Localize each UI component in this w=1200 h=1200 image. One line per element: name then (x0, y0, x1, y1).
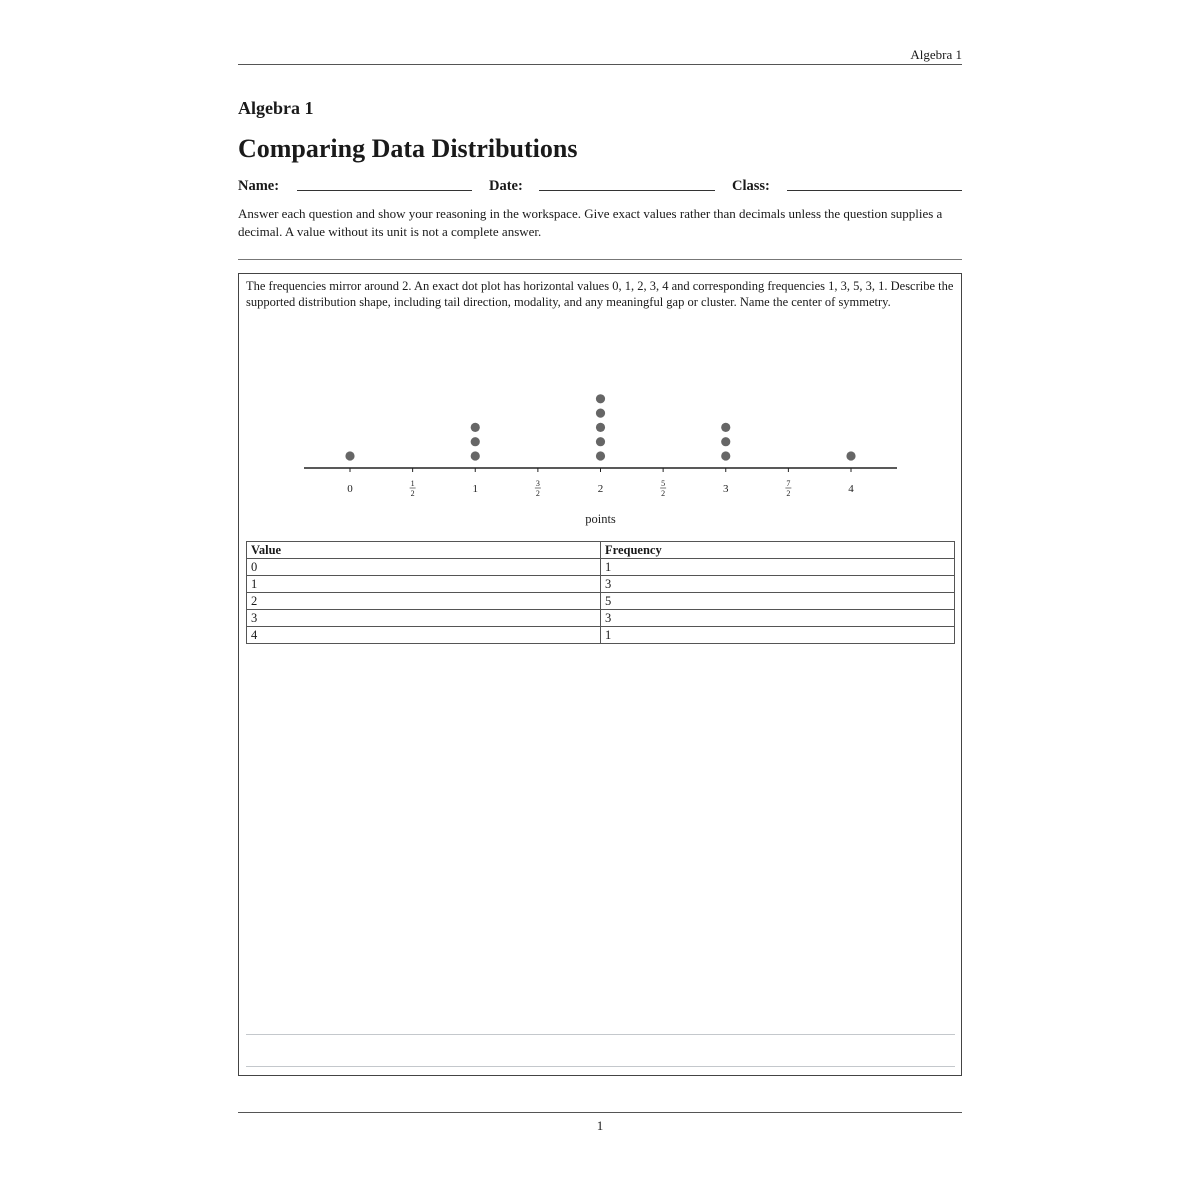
x-tick-label-numerator: 5 (661, 479, 666, 488)
workspace-line[interactable] (246, 1066, 955, 1067)
table-row (247, 559, 955, 576)
instructions: Answer each question and show your reasoning in the workspace. Give exact values rather than decimals unless the question supplies a decimal. A value without its unit is not a complete answer. (238, 206, 943, 239)
data-point (471, 423, 480, 432)
x-tick-label: 2 (597, 483, 604, 495)
table-cell: 1 (601, 559, 955, 576)
class-label: Class: (732, 178, 770, 194)
data-point (596, 423, 605, 432)
workspace-line[interactable] (246, 1034, 955, 1035)
x-tick-label-denominator: 2 (786, 489, 791, 498)
column-header: Frequency (601, 542, 955, 559)
data-point (721, 423, 730, 432)
table-cell: 0 (247, 559, 601, 576)
table-row (247, 593, 955, 610)
x-tick-label: 4 (848, 483, 854, 495)
x-tick-label: 3 (723, 483, 729, 495)
data-point (596, 394, 605, 403)
x-tick-label-denominator: 2 (535, 489, 540, 498)
data-point (596, 409, 605, 418)
table-cell: 3 (601, 610, 955, 627)
date-label: Date: (489, 178, 523, 194)
table-cell: 2 (247, 593, 601, 610)
x-tick-label-denominator: 2 (410, 489, 415, 498)
name-label: Name: (238, 178, 280, 194)
course-name: Algebra 1 (238, 98, 314, 118)
class-field[interactable] (787, 190, 962, 191)
table-cell: 4 (247, 627, 601, 644)
data-point (471, 451, 480, 460)
table-row (247, 610, 955, 627)
page-number: 1 (596, 1118, 604, 1133)
data-point (721, 437, 730, 446)
x-tick-label-denominator: 2 (661, 489, 666, 498)
data-point (471, 437, 480, 446)
running-head: Algebra 1 (910, 47, 962, 62)
frequency-table (246, 541, 955, 644)
data-point (345, 451, 354, 460)
data-point (721, 451, 730, 460)
table-cell: 1 (601, 627, 955, 644)
table-row (247, 576, 955, 593)
date-field[interactable] (539, 190, 715, 191)
x-tick-label: 0 (347, 483, 353, 495)
section-divider (238, 259, 962, 260)
x-tick-label-numerator: 1 (410, 479, 415, 488)
x-axis-label: points (585, 512, 616, 526)
x-tick-label: 1 (472, 483, 478, 495)
question-prompt: The frequencies mirror around 2. An exact dot plot has horizontal values 0, 1, 2, 3, 4 and corresponding frequencies 1, 3, 5, 3, 1. Describe the supported distribution shape, including tail direction, modality, and any meaningful gap or cluster. Name the center of symmetry. (246, 279, 954, 309)
table-header-row (247, 542, 955, 559)
name-field[interactable] (297, 190, 472, 191)
table-cell: 3 (247, 610, 601, 627)
footer-rule (238, 1112, 962, 1113)
question-box (238, 273, 962, 1076)
column-header: Value (247, 542, 601, 559)
data-point (846, 451, 855, 460)
header-rule (238, 64, 962, 65)
x-tick-label-numerator: 3 (535, 479, 540, 488)
table-cell: 5 (601, 593, 955, 610)
dot-plot (239, 274, 961, 534)
table-cell: 3 (601, 576, 955, 593)
data-point (596, 437, 605, 446)
x-tick-label-numerator: 7 (786, 479, 791, 488)
table-cell: 1 (247, 576, 601, 593)
data-point (596, 451, 605, 460)
table-row (247, 627, 955, 644)
page-title: Comparing Data Distributions (238, 134, 578, 163)
